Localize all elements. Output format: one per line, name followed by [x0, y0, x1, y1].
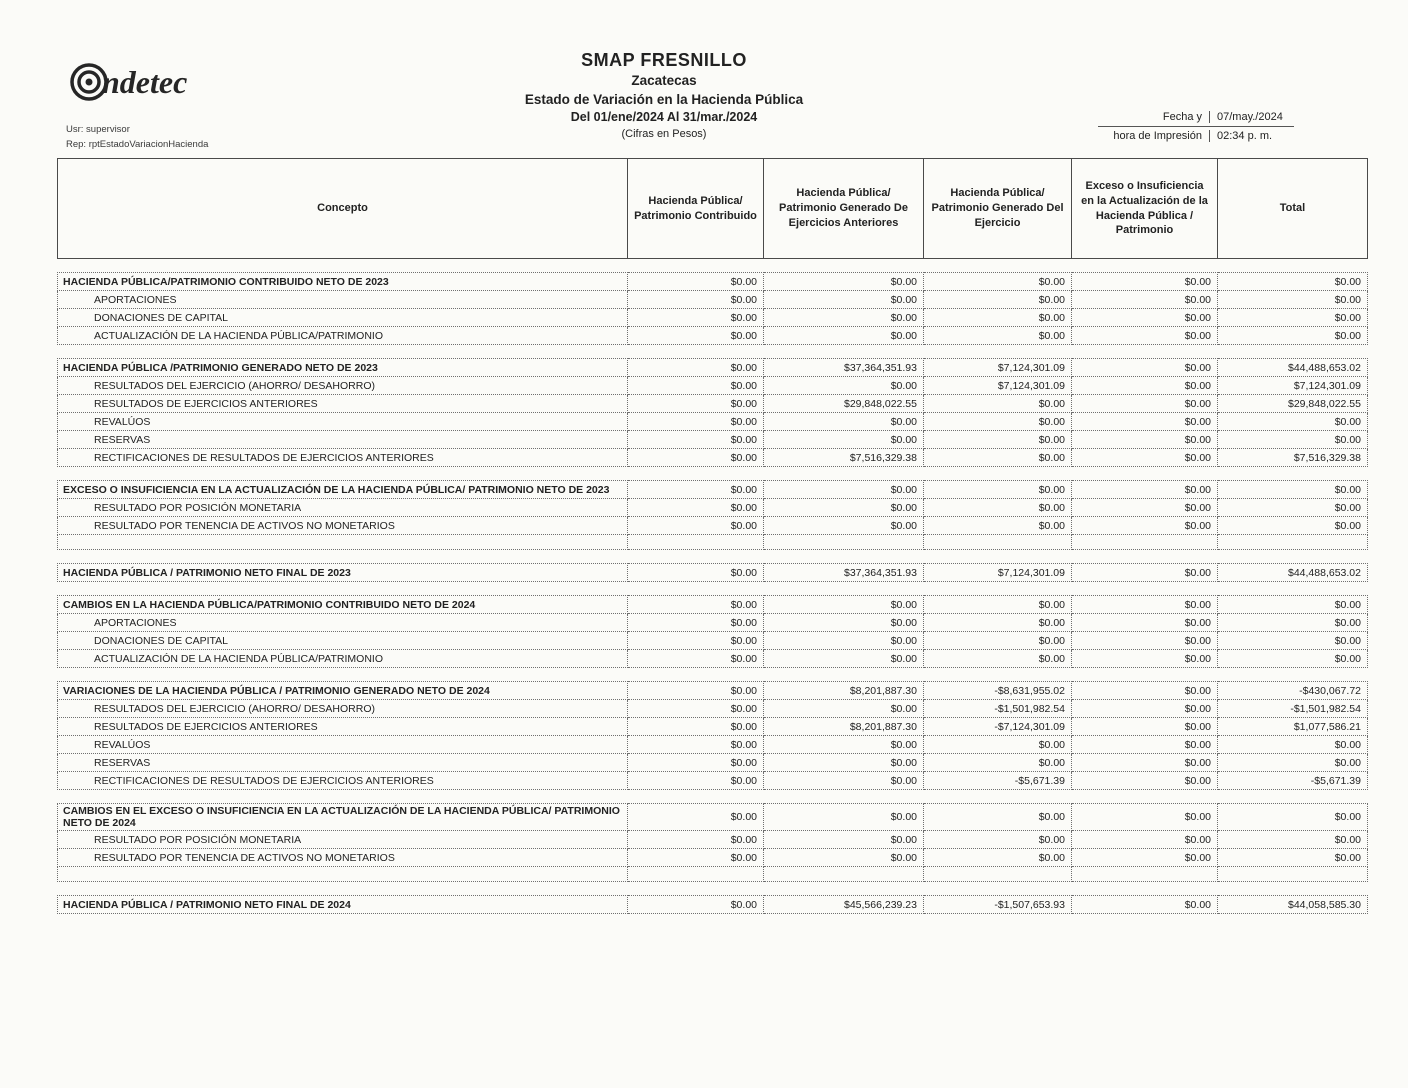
table-row: [58, 867, 1368, 882]
table-row: [58, 790, 1368, 804]
amount-cell: $0.00: [764, 431, 924, 449]
print-datetime-block: [1098, 108, 1294, 145]
table-row: [58, 668, 1368, 682]
table-row: [58, 632, 1368, 650]
amount-cell: $7,124,301.09: [924, 377, 1072, 395]
report-id-label: Rep: rptEstadoVariacionHacienda: [66, 139, 209, 151]
column-header-contribuido: Hacienda Pública/ Patrimonio Contribuido: [628, 159, 764, 259]
concepto-cell: APORTACIONES: [58, 291, 628, 309]
table-row: [58, 499, 1368, 517]
amount-cell: $0.00: [1072, 736, 1218, 754]
empty-cell: [764, 535, 924, 550]
amount-cell: $0.00: [924, 596, 1072, 614]
amount-cell: $0.00: [1218, 614, 1368, 632]
table-row: [58, 309, 1368, 327]
amount-cell: $0.00: [1072, 754, 1218, 772]
amount-cell: $0.00: [628, 831, 764, 849]
amount-cell: $0.00: [764, 596, 924, 614]
amount-cell: $0.00: [764, 291, 924, 309]
amount-cell: $0.00: [628, 431, 764, 449]
amount-cell: $0.00: [924, 517, 1072, 535]
concepto-cell: RESERVAS: [58, 754, 628, 772]
amount-cell: $0.00: [1218, 327, 1368, 345]
amount-cell: $0.00: [628, 449, 764, 467]
table-row: [58, 481, 1368, 499]
indetec-logo-text: ndetec: [102, 64, 188, 100]
amount-cell: $0.00: [1072, 718, 1218, 736]
column-header-generado-ejercicio: Hacienda Pública/ Patrimonio Generado Del Ejercicio: [924, 159, 1072, 259]
amount-cell: $0.00: [1218, 736, 1368, 754]
table-row: [58, 772, 1368, 790]
table-row: [58, 431, 1368, 449]
amount-cell: $0.00: [764, 736, 924, 754]
concepto-cell: RESULTADOS DEL EJERCICIO (AHORRO/ DESAHORRO): [58, 700, 628, 718]
concepto-cell: RESULTADO POR POSICIÓN MONETARIA: [58, 499, 628, 517]
user-label: Usr: supervisor: [66, 124, 130, 135]
concepto-cell: RECTIFICACIONES DE RESULTADOS DE EJERCICIOS ANTERIORES: [58, 449, 628, 467]
amount-cell: -$8,631,955.02: [924, 682, 1072, 700]
spacer-cell: [58, 790, 1368, 804]
amount-cell: -$5,671.39: [924, 772, 1072, 790]
spacer-cell: [58, 582, 1368, 596]
concepto-cell: HACIENDA PÚBLICA /PATRIMONIO GENERADO NETO DE 2023: [58, 359, 628, 377]
amount-cell: $0.00: [628, 517, 764, 535]
amount-cell: $0.00: [1218, 804, 1368, 831]
table-row: [58, 377, 1368, 395]
amount-cell: $0.00: [1072, 849, 1218, 867]
amount-cell: $0.00: [1218, 632, 1368, 650]
table-row: [58, 596, 1368, 614]
column-header-concepto: Concepto: [58, 159, 628, 259]
amount-cell: $0.00: [764, 804, 924, 831]
amount-cell: $0.00: [1072, 291, 1218, 309]
table-row: [58, 345, 1368, 359]
amount-cell: -$5,671.39: [1218, 772, 1368, 790]
spacer-cell: [58, 345, 1368, 359]
amount-cell: $0.00: [924, 327, 1072, 345]
amount-cell: -$7,124,301.09: [924, 718, 1072, 736]
amount-cell: $0.00: [1072, 831, 1218, 849]
amount-cell: $44,058,585.30: [1218, 896, 1368, 914]
report-meta: [66, 122, 208, 152]
empty-cell: [924, 867, 1072, 882]
spacer-cell: [58, 550, 1368, 564]
amount-cell: $0.00: [1072, 449, 1218, 467]
print-date-row: [1098, 108, 1294, 126]
amount-cell: $8,201,887.30: [764, 682, 924, 700]
amount-cell: $0.00: [924, 831, 1072, 849]
amount-cell: $0.00: [764, 413, 924, 431]
table-row: [58, 259, 1368, 273]
amount-cell: -$1,507,653.93: [924, 896, 1072, 914]
amount-cell: $0.00: [628, 849, 764, 867]
amount-cell: $0.00: [1072, 596, 1218, 614]
empty-cell: [58, 535, 628, 550]
amount-cell: $0.00: [1072, 481, 1218, 499]
amount-cell: $0.00: [1072, 614, 1218, 632]
amount-cell: $0.00: [924, 754, 1072, 772]
amount-cell: $0.00: [1072, 327, 1218, 345]
amount-cell: $0.00: [628, 291, 764, 309]
amount-cell: $0.00: [1218, 596, 1368, 614]
amount-cell: $0.00: [628, 700, 764, 718]
table-row: [58, 359, 1368, 377]
amount-cell: $0.00: [764, 650, 924, 668]
header-row: [58, 159, 1368, 259]
amount-cell: $7,124,301.09: [924, 564, 1072, 582]
empty-cell: [924, 535, 1072, 550]
concepto-cell: DONACIONES DE CAPITAL: [58, 309, 628, 327]
amount-cell: $0.00: [628, 614, 764, 632]
amount-cell: $45,566,239.23: [764, 896, 924, 914]
spacer-cell: [58, 467, 1368, 481]
amount-cell: $7,124,301.09: [924, 359, 1072, 377]
empty-cell: [1072, 867, 1218, 882]
amount-cell: $0.00: [764, 849, 924, 867]
amount-cell: $0.00: [1218, 650, 1368, 668]
title-block: [399, 50, 929, 140]
amount-cell: $29,848,022.55: [764, 395, 924, 413]
amount-cell: $0.00: [1072, 517, 1218, 535]
amount-cell: -$1,501,982.54: [1218, 700, 1368, 718]
amount-cell: $0.00: [764, 273, 924, 291]
amount-cell: $0.00: [764, 517, 924, 535]
concepto-cell: HACIENDA PÚBLICA/PATRIMONIO CONTRIBUIDO NETO DE 2023: [58, 273, 628, 291]
amount-cell: $0.00: [924, 499, 1072, 517]
concepto-cell: RESULTADOS DE EJERCICIOS ANTERIORES: [58, 718, 628, 736]
amount-cell: $0.00: [1072, 682, 1218, 700]
table-row: [58, 449, 1368, 467]
amount-cell: $0.00: [924, 849, 1072, 867]
amount-cell: $0.00: [764, 772, 924, 790]
table-row: [58, 682, 1368, 700]
empty-cell: [1072, 535, 1218, 550]
empty-cell: [628, 535, 764, 550]
print-date-value: 07/may./2024: [1217, 111, 1283, 123]
spacer-cell: [58, 668, 1368, 682]
concepto-cell: APORTACIONES: [58, 614, 628, 632]
amount-cell: $0.00: [1072, 359, 1218, 377]
table-header: [58, 159, 1368, 259]
empty-cell: [628, 867, 764, 882]
table-row: [58, 550, 1368, 564]
table-body: [58, 259, 1368, 914]
concepto-cell: RESULTADO POR POSICIÓN MONETARIA: [58, 831, 628, 849]
column-header-exceso: Exceso o Insuficiencia en la Actualización de la Hacienda Pública / Patrimonio: [1072, 159, 1218, 259]
amount-cell: $0.00: [628, 804, 764, 831]
concepto-cell: EXCESO O INSUFICIENCIA EN LA ACTUALIZACIÓN DE LA HACIENDA PÚBLICA/ PATRIMONIO NETO DE 2023: [58, 481, 628, 499]
amount-cell: $1,077,586.21: [1218, 718, 1368, 736]
table-row: [58, 327, 1368, 345]
amount-cell: $0.00: [764, 754, 924, 772]
concepto-cell: REVALÚOS: [58, 736, 628, 754]
empty-cell: [1218, 535, 1368, 550]
amount-cell: $0.00: [628, 413, 764, 431]
amount-cell: $0.00: [628, 564, 764, 582]
table-row: [58, 467, 1368, 481]
state-subtitle: Zacatecas: [631, 73, 697, 88]
amount-cell: $0.00: [628, 499, 764, 517]
indetec-logo: [66, 56, 236, 109]
amount-cell: $0.00: [764, 700, 924, 718]
amount-cell: $0.00: [1218, 291, 1368, 309]
column-header-total: Total: [1218, 159, 1368, 259]
table-row: [58, 273, 1368, 291]
column-header-generado-anteriores: Hacienda Pública/ Patrimonio Generado De Ejercicios Anteriores: [764, 159, 924, 259]
amount-cell: $0.00: [764, 614, 924, 632]
table-row: [58, 582, 1368, 596]
table-row: [58, 614, 1368, 632]
amount-cell: $0.00: [924, 309, 1072, 327]
table-row: [58, 650, 1368, 668]
amount-cell: $0.00: [1072, 413, 1218, 431]
amount-cell: $0.00: [628, 327, 764, 345]
amount-cell: $0.00: [764, 327, 924, 345]
table-row: [58, 882, 1368, 896]
table-row: [58, 831, 1368, 849]
table-row: [58, 413, 1368, 431]
spacer-cell: [58, 259, 1368, 273]
variation-report-table: [57, 158, 1368, 914]
amount-cell: $0.00: [628, 650, 764, 668]
concepto-cell: RESULTADOS DEL EJERCICIO (AHORRO/ DESAHORRO): [58, 377, 628, 395]
amount-cell: $0.00: [1218, 517, 1368, 535]
amount-cell: $0.00: [628, 309, 764, 327]
concepto-cell: ACTUALIZACIÓN DE LA HACIENDA PÚBLICA/PATRIMONIO: [58, 327, 628, 345]
amount-cell: $0.00: [628, 718, 764, 736]
empty-cell: [1218, 867, 1368, 882]
table-row: [58, 564, 1368, 582]
amount-cell: $0.00: [628, 377, 764, 395]
amount-cell: $0.00: [764, 499, 924, 517]
amount-cell: $0.00: [1218, 273, 1368, 291]
empty-cell: [58, 867, 628, 882]
amount-cell: $0.00: [628, 395, 764, 413]
amount-cell: $0.00: [628, 632, 764, 650]
amount-cell: $7,516,329.38: [764, 449, 924, 467]
table-row: [58, 700, 1368, 718]
amount-cell: $0.00: [1072, 377, 1218, 395]
amount-cell: $0.00: [924, 449, 1072, 467]
amount-cell: $0.00: [628, 481, 764, 499]
amount-cell: $0.00: [628, 772, 764, 790]
amount-cell: $0.00: [764, 831, 924, 849]
spacer-cell: [58, 882, 1368, 896]
print-time-value: 02:34 p. m.: [1217, 130, 1273, 142]
amount-cell: $0.00: [1072, 395, 1218, 413]
amount-cell: $0.00: [1072, 772, 1218, 790]
amount-cell: $0.00: [628, 359, 764, 377]
report-title: Estado de Variación en la Hacienda Pública: [524, 92, 804, 107]
amount-cell: $0.00: [628, 682, 764, 700]
amount-cell: $37,364,351.93: [764, 359, 924, 377]
amount-cell: $0.00: [924, 481, 1072, 499]
table-row: [58, 395, 1368, 413]
amount-cell: $0.00: [1218, 499, 1368, 517]
amount-cell: $0.00: [1072, 431, 1218, 449]
amount-cell: $0.00: [924, 395, 1072, 413]
amount-cell: $0.00: [1072, 273, 1218, 291]
amount-cell: $37,364,351.93: [764, 564, 924, 582]
print-date-label: Fecha y: [1098, 111, 1210, 123]
amount-cell: $0.00: [1218, 413, 1368, 431]
concepto-cell: CAMBIOS EN EL EXCESO O INSUFICIENCIA EN LA ACTUALIZACIÓN DE LA HACIENDA PÚBLICA/ PATRIMONIO NETO DE 2024: [58, 804, 628, 831]
amount-cell: $0.00: [1072, 896, 1218, 914]
amount-cell: $0.00: [764, 309, 924, 327]
amount-cell: $0.00: [924, 614, 1072, 632]
concepto-cell: REVALÚOS: [58, 413, 628, 431]
amount-cell: $0.00: [628, 596, 764, 614]
print-time-row: [1098, 126, 1294, 145]
table-row: [58, 736, 1368, 754]
amount-cell: $8,201,887.30: [764, 718, 924, 736]
amount-cell: $0.00: [924, 431, 1072, 449]
table-row: [58, 896, 1368, 914]
print-time-label: hora de Impresión: [1098, 130, 1210, 142]
amount-cell: $0.00: [924, 273, 1072, 291]
table-row: [58, 718, 1368, 736]
amount-cell: $0.00: [1072, 650, 1218, 668]
amount-cell: $0.00: [628, 736, 764, 754]
amount-cell: $0.00: [1218, 481, 1368, 499]
amount-cell: $0.00: [628, 273, 764, 291]
amount-cell: $0.00: [628, 896, 764, 914]
amount-cell: -$1,501,982.54: [924, 700, 1072, 718]
amount-cell: $0.00: [1218, 309, 1368, 327]
amount-cell: $0.00: [1072, 499, 1218, 517]
amount-cell: $0.00: [924, 632, 1072, 650]
concepto-cell: VARIACIONES DE LA HACIENDA PÚBLICA / PATRIMONIO GENERADO NETO DE 2024: [58, 682, 628, 700]
amount-cell: $0.00: [1218, 431, 1368, 449]
entity-title: SMAP FRESNILLO: [581, 50, 747, 70]
amount-cell: $0.00: [628, 754, 764, 772]
amount-cell: $0.00: [1072, 564, 1218, 582]
amount-cell: $0.00: [1072, 309, 1218, 327]
concepto-cell: HACIENDA PÚBLICA / PATRIMONIO NETO FINAL DE 2024: [58, 896, 628, 914]
amount-cell: $0.00: [764, 377, 924, 395]
amount-cell: $0.00: [924, 291, 1072, 309]
concepto-cell: RESERVAS: [58, 431, 628, 449]
table-row: [58, 804, 1368, 831]
table-row: [58, 754, 1368, 772]
amount-cell: $0.00: [924, 650, 1072, 668]
amount-cell: $44,488,653.02: [1218, 564, 1368, 582]
concepto-cell: DONACIONES DE CAPITAL: [58, 632, 628, 650]
amount-cell: $0.00: [764, 632, 924, 650]
indetec-logo-graphic: [66, 56, 236, 104]
concepto-cell: HACIENDA PÚBLICA / PATRIMONIO NETO FINAL DE 2023: [58, 564, 628, 582]
table-row: [58, 849, 1368, 867]
amount-cell: $0.00: [1218, 831, 1368, 849]
empty-cell: [764, 867, 924, 882]
concepto-cell: RESULTADO POR TENENCIA DE ACTIVOS NO MONETARIOS: [58, 517, 628, 535]
amount-cell: $7,124,301.09: [1218, 377, 1368, 395]
amount-cell: $29,848,022.55: [1218, 395, 1368, 413]
amount-cell: $0.00: [1072, 632, 1218, 650]
amount-cell: $0.00: [1218, 754, 1368, 772]
amount-cell: $0.00: [924, 413, 1072, 431]
amount-cell: $0.00: [924, 804, 1072, 831]
concepto-cell: ACTUALIZACIÓN DE LA HACIENDA PÚBLICA/PATRIMONIO: [58, 650, 628, 668]
amount-cell: $0.00: [1072, 700, 1218, 718]
amount-cell: $7,516,329.38: [1218, 449, 1368, 467]
concepto-cell: CAMBIOS EN LA HACIENDA PÚBLICA/PATRIMONIO CONTRIBUIDO NETO DE 2024: [58, 596, 628, 614]
amount-cell: $0.00: [764, 481, 924, 499]
table-row: [58, 517, 1368, 535]
concepto-cell: RESULTADO POR TENENCIA DE ACTIVOS NO MONETARIOS: [58, 849, 628, 867]
currency-note: (Cifras en Pesos): [621, 128, 707, 140]
amount-cell: $0.00: [1072, 804, 1218, 831]
amount-cell: $0.00: [1218, 849, 1368, 867]
period-subtitle: Del 01/ene/2024 Al 31/mar./2024: [570, 110, 758, 124]
concepto-cell: RESULTADOS DE EJERCICIOS ANTERIORES: [58, 395, 628, 413]
amount-cell: $44,488,653.02: [1218, 359, 1368, 377]
concepto-cell: RECTIFICACIONES DE RESULTADOS DE EJERCICIOS ANTERIORES: [58, 772, 628, 790]
table-row: [58, 291, 1368, 309]
amount-cell: -$430,067.72: [1218, 682, 1368, 700]
table-row: [58, 535, 1368, 550]
amount-cell: $0.00: [924, 736, 1072, 754]
